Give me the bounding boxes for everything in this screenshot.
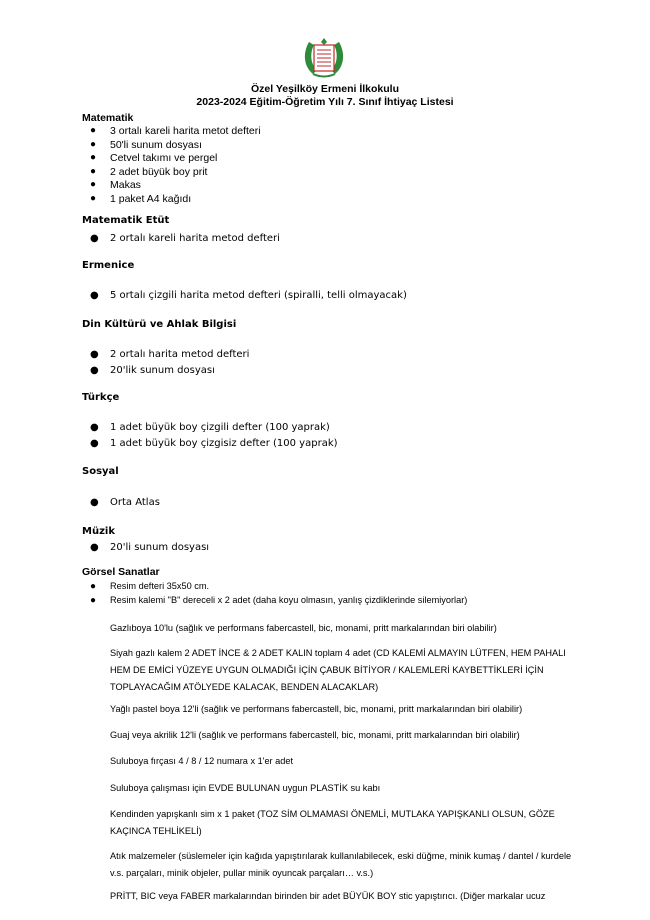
- school-logo: [301, 36, 347, 80]
- list-item: ● 5 ortalı çizgili harita metod defteri (spiralli, telli olmayacak): [90, 290, 407, 301]
- list-item: ● Makas: [90, 179, 141, 191]
- paragraph: PRİTT, BIC veya FABER markalarından birinden bir adet BÜYÜK BOY stic yapıştırıcı. (Diğer markalar ucuz: [110, 891, 546, 901]
- school-name: Özel Yeşilköy Ermeni İlkokulu: [250, 83, 400, 95]
- list-item: ● Resim kalemi "B" dereceli x 2 adet (daha koyu olmasın, yanlış çizdiklerinde silemiyorlar): [90, 595, 468, 606]
- list-item: ● 1 paket A4 kağıdı: [90, 193, 192, 205]
- section-title-matematik: Matematik: [82, 112, 134, 124]
- list-item: ● 2 ortalı kareli harita metod defteri: [90, 233, 280, 244]
- list-item: ● Orta Atlas: [90, 497, 160, 508]
- paragraph: Suluboya fırçası 4 / 8 / 12 numara x 1'er adet: [110, 756, 294, 766]
- list-item: ● Cetvel takımı ve pergel: [90, 152, 218, 164]
- section-title-matematik-etut: Matematik Etüt: [82, 215, 170, 226]
- paragraph: Yağlı pastel boya 12'li (sağlık ve performans fabercastell, bic, monami, pritt markalarından biri olabilir): [110, 704, 523, 714]
- paragraph: Siyah gazlı kalem 2 ADET İNCE & 2 ADET KALIN toplam 4 adet (CD KALEMİ ALMAYIN LÜTFEN, HEM PAHALI HEM DE EMİCİ YÜZEYE UYGUN OLMADIĞI İÇİN ÇABUK BİTİYOR / KALEMLERİ KAYBETTİKLERİ İÇİN TOPLAYACAĞIM ATÖLYEDE KALACAK, BENDEN ALACAKLAR): [110, 648, 566, 692]
- page-title: 2023-2024 Eğitim-Öğretim Yılı 7. Sınıf İhtiyaç Listesi: [196, 96, 454, 108]
- paragraph: Suluboya çalışması için EVDE BULUNAN uygun PLASTİK su kabı: [110, 783, 381, 793]
- section-title-turkce: Türkçe: [82, 392, 120, 403]
- section-title-sosyal: Sosyal: [82, 466, 119, 477]
- list-item: ● 50'li sunum dosyası: [90, 139, 202, 151]
- list-item: ● 2 ortalı harita metod defteri: [90, 349, 250, 360]
- list-item: ● Resim defteri 35x50 cm.: [90, 581, 210, 592]
- section-title-din: Din Kültürü ve Ahlak Bilgisi: [82, 319, 237, 330]
- list-item: ● 2 adet büyük boy prit: [90, 166, 208, 178]
- paragraph: Kendinden yapışkanlı sim x 1 paket (TOZ SİM OLMAMASI ÖNEMLİ, MUTLAKA YAPIŞKANLI OLSUN, GÖZE KAÇINCA TEHLİKELİ): [110, 809, 555, 836]
- paragraph: Guaj veya akrilik 12'li (sağlık ve performans fabercastell, bic, monami, pritt markalarından biri olabilir): [110, 730, 520, 740]
- paragraph: Gazlıboya 10'lu (sağlık ve performans fabercastell, bic, monami, pritt markalarından biri olabilir): [110, 623, 497, 633]
- paragraph: Atık malzemeler (süslemeler için kağıda yapıştırılarak kullanılabilecek, eski düğme, minik kumaş / dantel / kurdele v.s. parçaları, minik objeler, pullar minik oyuncak parçaları… v.s.): [110, 851, 572, 878]
- list-item: ● 20'lik sunum dosyası: [90, 365, 215, 376]
- list-item: ● 20'li sunum dosyası: [90, 542, 210, 553]
- list-item: ● 1 adet büyük boy çizgili defter (100 yaprak): [90, 422, 330, 433]
- list-item: ● 1 adet büyük boy çizgisiz defter (100 yaprak): [90, 438, 338, 449]
- section-title-gorsel-sanatlar: Görsel Sanatlar: [82, 566, 160, 578]
- section-title-muzik: Müzik: [82, 526, 115, 537]
- list-item: ● 3 ortalı kareli harita metot defteri: [90, 125, 261, 137]
- section-title-ermenice: Ermenice: [82, 260, 135, 271]
